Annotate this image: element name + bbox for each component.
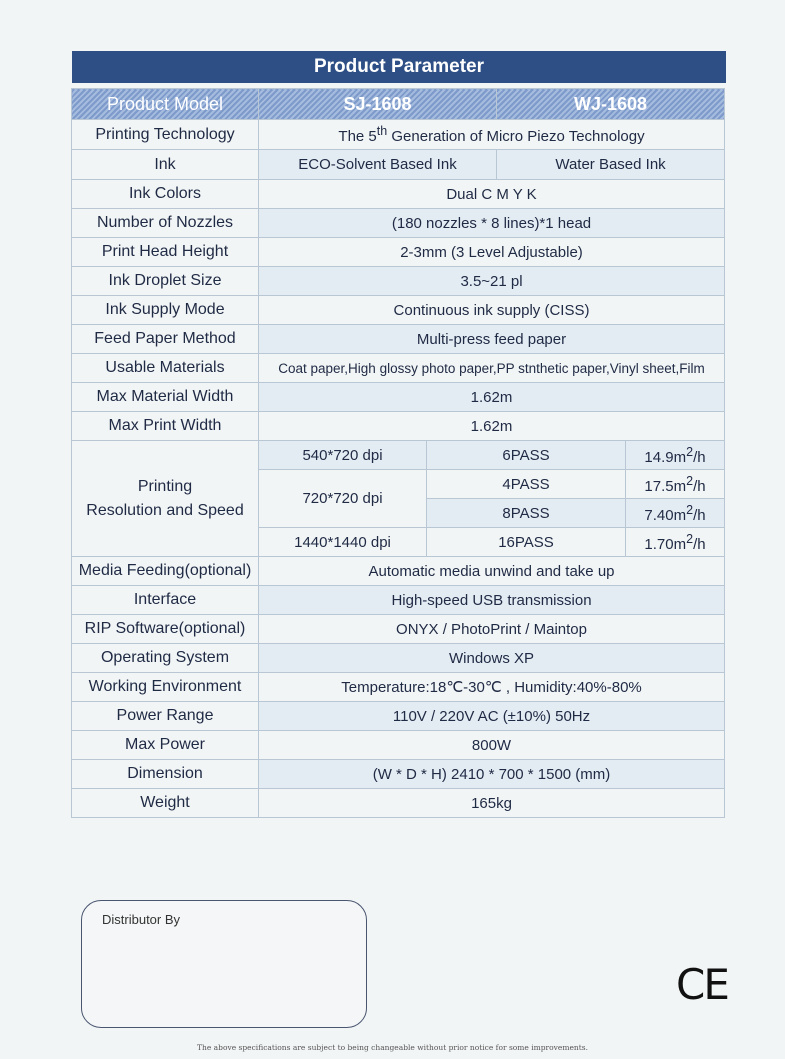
- row-label: Feed Paper Method: [72, 325, 259, 354]
- table-row: [72, 120, 725, 150]
- table-row: [72, 354, 725, 383]
- resolution-speed: [626, 528, 725, 557]
- resolution-row: [72, 441, 725, 470]
- row-value: 800W: [259, 731, 725, 760]
- table-row: [72, 789, 725, 818]
- row-value: [259, 120, 725, 150]
- speed-value: 1.70: [644, 535, 674, 553]
- speed-unit: m: [673, 448, 687, 466]
- printing-technology-post: Generation of Micro Piezo Technology: [387, 128, 645, 145]
- row-value: 1.62m: [259, 383, 725, 412]
- speed-value: 7.40: [644, 506, 674, 524]
- row-label: Power Range: [72, 702, 259, 731]
- page-title: Product Parameter: [72, 51, 726, 83]
- resolution-speed: [626, 470, 725, 499]
- speed-unit-tail: /h: [693, 506, 706, 524]
- row-value: Windows XP: [259, 644, 725, 673]
- speed-value: 17.5: [644, 477, 674, 495]
- row-value: Dual C M Y K: [259, 180, 725, 209]
- row-value: 110V / 220V AC (±10%) 50Hz: [259, 702, 725, 731]
- speed-unit: m: [673, 477, 687, 495]
- row-value: 2-3mm (3 Level Adjustable): [259, 238, 725, 267]
- ce-mark: CE: [676, 960, 728, 1009]
- header-label: Product Model: [72, 89, 259, 120]
- row-value: Temperature:18℃-30℃ , Humidity:40%-80%: [259, 673, 725, 702]
- speed-unit-sup: 2: [686, 502, 694, 517]
- row-label: Operating System: [72, 644, 259, 673]
- speed-unit-sup: 2: [686, 444, 694, 459]
- header-model-wj: WJ-1608: [497, 89, 725, 120]
- row-label: Ink Droplet Size: [72, 267, 259, 296]
- resolution-pass: 4PASS: [427, 470, 626, 499]
- row-label: Max Material Width: [72, 383, 259, 412]
- table-row: [72, 644, 725, 673]
- row-value: High-speed USB transmission: [259, 586, 725, 615]
- table-row: [72, 673, 725, 702]
- footnote: The above specifications are subject to being changeable without prior notice for some improvements.: [197, 1043, 588, 1052]
- resolution-dpi: 720*720 dpi: [259, 470, 427, 528]
- row-value: 3.5~21 pl: [259, 267, 725, 296]
- row-label: Usable Materials: [72, 354, 259, 383]
- table-row: [72, 180, 725, 209]
- resolution-label-line1: Printing: [137, 477, 193, 495]
- row-label: Media Feeding(optional): [72, 557, 259, 586]
- row-label: Ink Colors: [72, 180, 259, 209]
- row-label: Working Environment: [72, 673, 259, 702]
- table-row: [72, 267, 725, 296]
- row-value: (180 nozzles * 8 lines)*1 head: [259, 209, 725, 238]
- printing-technology-pre: The 5: [338, 128, 377, 145]
- distributor-box: [81, 900, 367, 1028]
- table-row: [72, 209, 725, 238]
- table-row: [72, 702, 725, 731]
- table-row: [72, 731, 725, 760]
- row-label: Ink: [72, 150, 259, 180]
- resolution-dpi: 540*720 dpi: [259, 441, 427, 470]
- row-value: Coat paper,High glossy photo paper,PP stnthetic paper,Vinyl sheet,Film: [259, 354, 725, 383]
- row-label: Ink Supply Mode: [72, 296, 259, 325]
- table-row: [72, 238, 725, 267]
- speed-value: 14.9: [644, 448, 674, 466]
- row-value: ONYX / PhotoPrint / Maintop: [259, 615, 725, 644]
- row-label: Weight: [72, 789, 259, 818]
- table-row: [72, 296, 725, 325]
- table-row: [72, 557, 725, 586]
- table-row: [72, 760, 725, 789]
- row-label: Max Power: [72, 731, 259, 760]
- row-label: RIP Software(optional): [72, 615, 259, 644]
- resolution-speed: [626, 499, 725, 528]
- table-row: [72, 383, 725, 412]
- spec-table: [71, 88, 725, 818]
- table-row: [72, 325, 725, 354]
- printing-technology-sup: th: [376, 124, 388, 138]
- table-row: [72, 615, 725, 644]
- table-row: [72, 586, 725, 615]
- speed-unit-sup: 2: [686, 473, 694, 488]
- row-value: Automatic media unwind and take up: [259, 557, 725, 586]
- speed-unit-tail: /h: [693, 477, 706, 495]
- speed-unit: m: [673, 535, 687, 553]
- header-model-sj: SJ-1608: [259, 89, 497, 120]
- ink-wj-value: Water Based Ink: [497, 150, 725, 180]
- row-value: (W * D * H) 2410 * 700 * 1500 (mm): [259, 760, 725, 789]
- speed-unit: m: [673, 506, 687, 524]
- header-row: [72, 89, 725, 120]
- row-label: Dimension: [72, 760, 259, 789]
- row-value: 1.62m: [259, 412, 725, 441]
- row-value: Multi-press feed paper: [259, 325, 725, 354]
- row-value: 165kg: [259, 789, 725, 818]
- table-row: [72, 412, 725, 441]
- speed-unit-tail: /h: [693, 535, 706, 553]
- resolution-pass: 16PASS: [427, 528, 626, 557]
- speed-unit-tail: /h: [693, 448, 706, 466]
- row-label: Printing Technology: [72, 120, 259, 150]
- speed-unit-sup: 2: [686, 531, 694, 546]
- resolution-dpi: 1440*1440 dpi: [259, 528, 427, 557]
- resolution-pass: 8PASS: [427, 499, 626, 528]
- distributor-label: Distributor By: [102, 912, 181, 927]
- resolution-speed: [626, 441, 725, 470]
- ink-sj-value: ECO-Solvent Based Ink: [259, 150, 497, 180]
- resolution-pass: 6PASS: [427, 441, 626, 470]
- resolution-label-line2: Resolution and Speed: [86, 501, 244, 519]
- row-label: Number of Nozzles: [72, 209, 259, 238]
- row-label: Max Print Width: [72, 412, 259, 441]
- resolution-label: [72, 441, 259, 557]
- row-label: Print Head Height: [72, 238, 259, 267]
- table-row: [72, 150, 725, 180]
- row-value: Continuous ink supply (CISS): [259, 296, 725, 325]
- row-label: Interface: [72, 586, 259, 615]
